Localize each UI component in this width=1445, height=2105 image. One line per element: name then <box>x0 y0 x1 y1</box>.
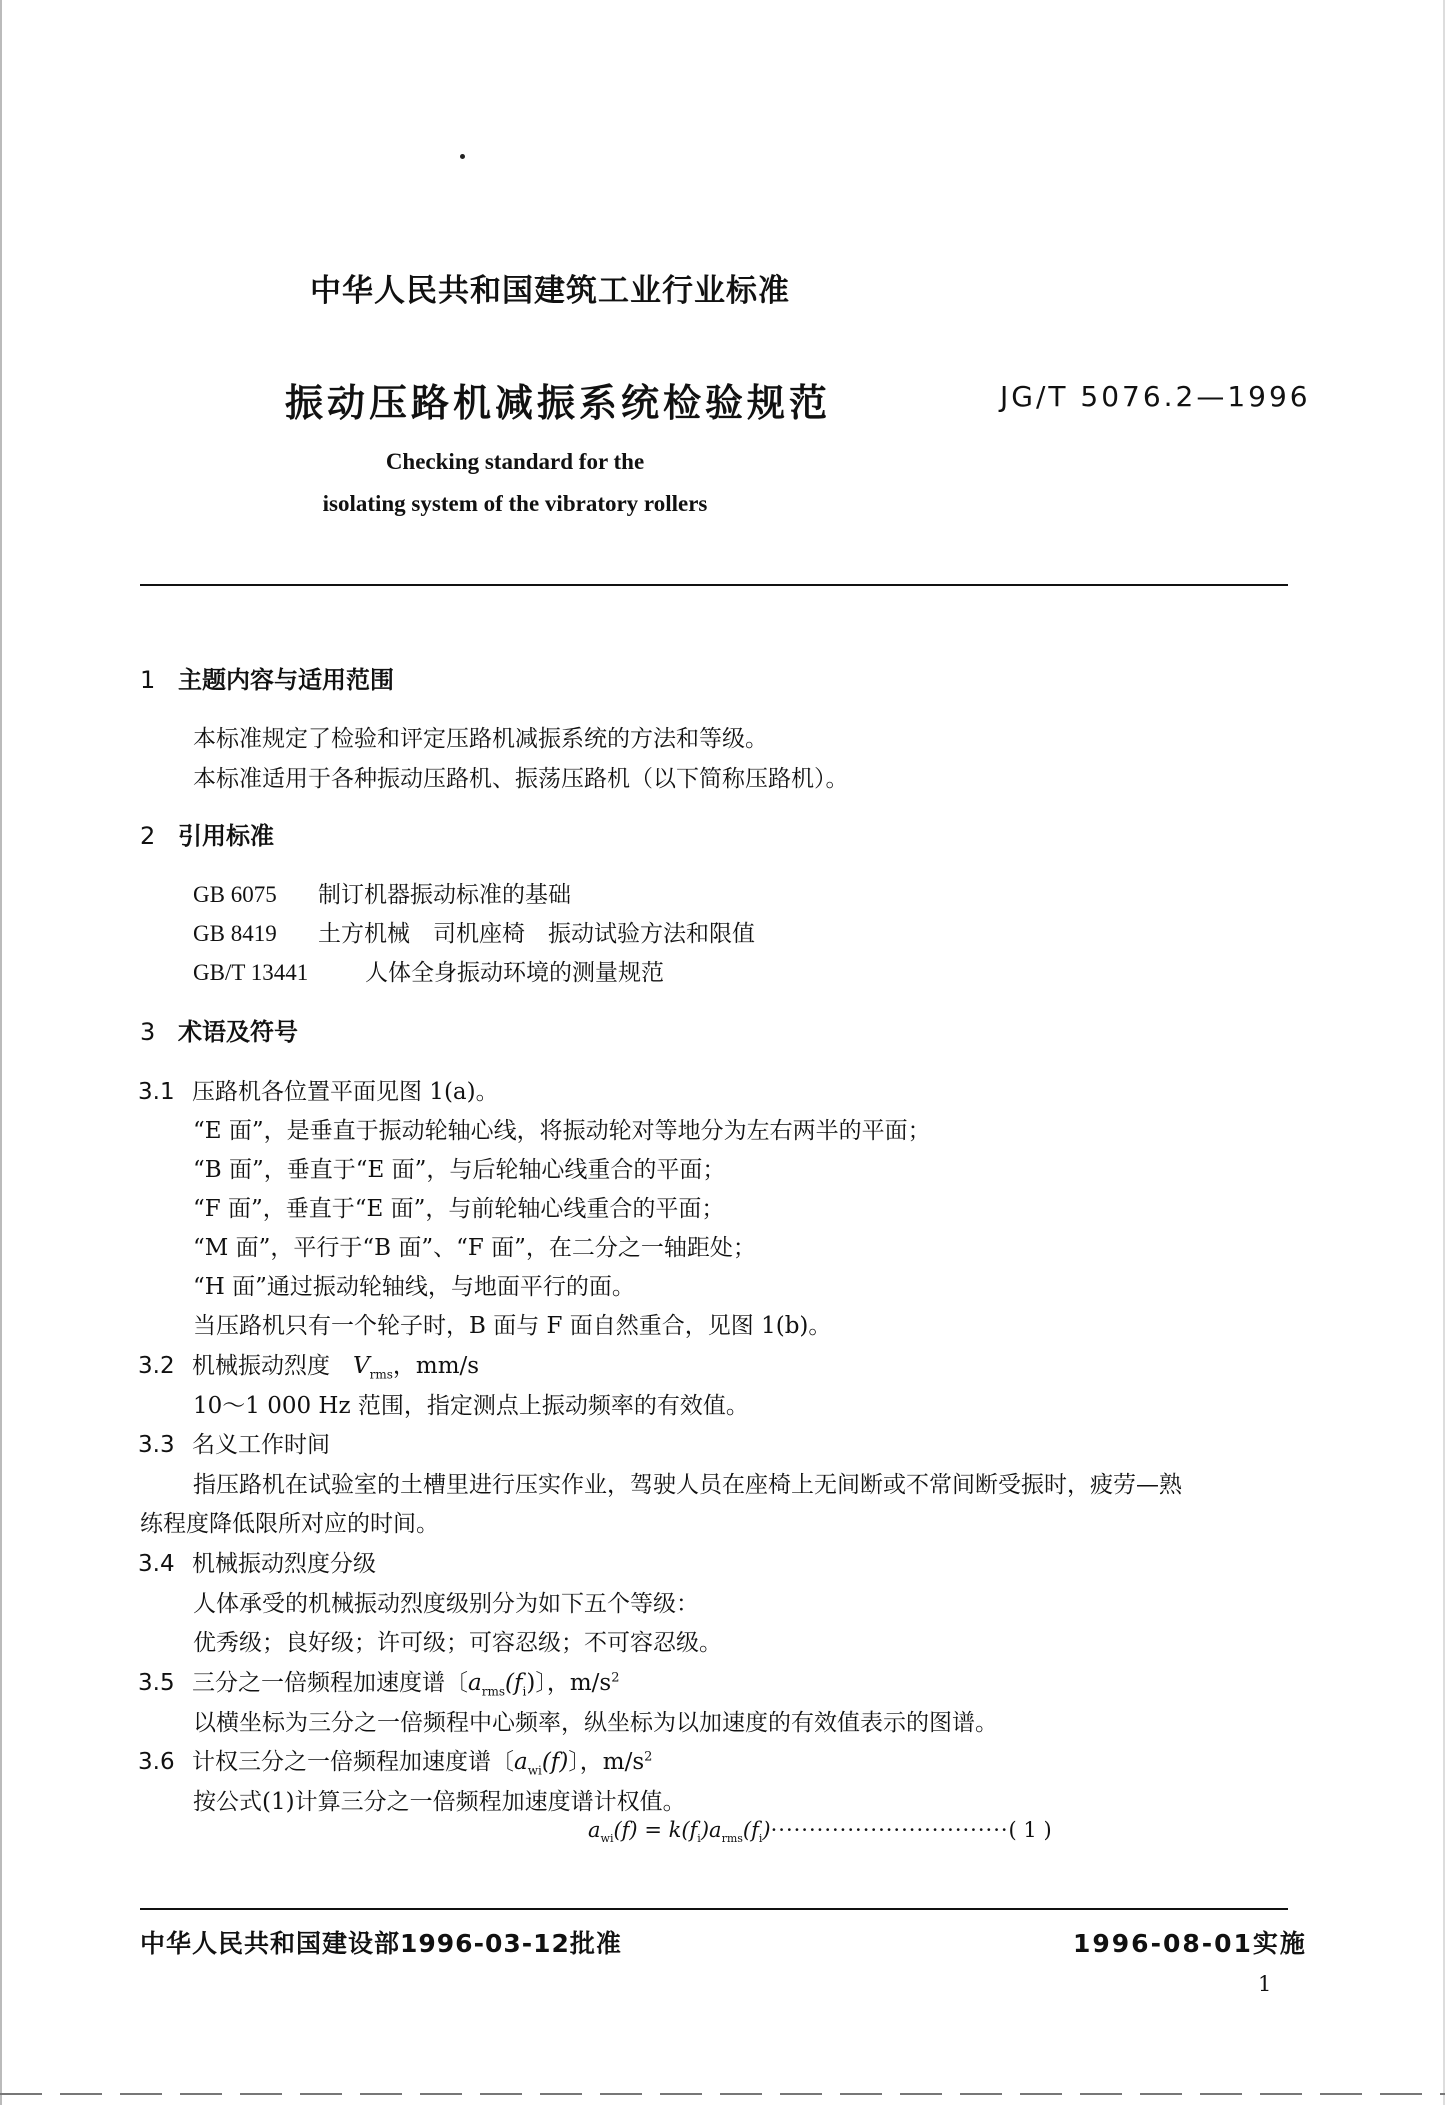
symbol-subscript: wi <box>527 1763 542 1778</box>
section-title: 主题内容与适用范围 <box>178 666 394 694</box>
reference-code: GB 6075 <box>193 882 277 907</box>
effective-date: 1996-08-01实施 <box>1073 1929 1307 1958</box>
reference-code: GB/T 13441 <box>193 960 309 985</box>
approval-statement: 中华人民共和国建设部1996-03-12批准 <box>140 1929 622 1958</box>
section-1-paragraph-2: 本标准适用于各种振动压路机、振荡压路机（以下简称压路机）。 <box>193 766 849 792</box>
section-2-heading <box>140 816 274 851</box>
subsection-3-5 <box>138 1664 619 1699</box>
reference-title: 人体全身振动环境的测量规范 <box>365 960 664 986</box>
symbol-subscript: i <box>522 1684 527 1699</box>
subsection-3-3-line-2: 练程度降低限所对应的时间。 <box>140 1511 439 1537</box>
definition-h-plane: “H 面”通过振动轮轴线，与地面平行的面。 <box>193 1274 635 1300</box>
subsection-3-1 <box>138 1073 499 1106</box>
symbol-a: a <box>514 1749 528 1775</box>
reference-code: GB 8419 <box>193 921 277 946</box>
symbol-f: (f) <box>541 1749 569 1775</box>
standard-code: JG/T 5076.2—1996 <box>1000 380 1311 413</box>
scan-left-edge <box>0 0 2 2105</box>
reference-item <box>193 954 664 987</box>
formula-number: ( 1 ) <box>1008 1818 1052 1842</box>
subsection-number: 3.5 <box>138 1670 175 1696</box>
subsection-3-6-definition: 按公式(1)计算三分之一倍频程加速度谱计权值。 <box>193 1789 686 1815</box>
unit-text: ，mm/s <box>392 1353 480 1379</box>
section-3-heading <box>140 1012 298 1047</box>
reference-title: 土方机械 司机座椅 振动试验方法和限值 <box>318 921 755 947</box>
subsection-number: 3.1 <box>138 1079 175 1105</box>
subsection-3-3 <box>138 1426 330 1459</box>
section-number: 1 <box>140 666 156 694</box>
section-1-heading <box>140 660 394 695</box>
subsection-3-2-definition: 10～1 000 Hz 范围，指定测点上振动频率的有效值。 <box>193 1393 749 1419</box>
section-title: 引用标准 <box>178 822 274 850</box>
section-title: 术语及符号 <box>178 1018 298 1046</box>
formula-rhs-f: (f <box>742 1818 759 1842</box>
header-divider <box>140 584 1288 586</box>
definition-b-plane: “B 面”，垂直于“E 面”，与后轮轴心线重合的平面； <box>193 1157 726 1183</box>
definition-e-plane: “E 面”，是垂直于振动轮轴心线，将振动轮对等地分为左右两半的平面； <box>193 1118 931 1144</box>
symbol-a: a <box>468 1670 482 1696</box>
unit-superscript: 2 <box>611 1670 620 1686</box>
formula-k: k(f <box>668 1818 698 1842</box>
subsection-3-6 <box>138 1743 652 1778</box>
formula-lhs-sub: wi <box>600 1832 614 1846</box>
definition-f-plane: “F 面”，垂直于“E 面”，与前轮轴心线重合的平面； <box>193 1196 725 1222</box>
formula-lhs-a: a <box>588 1818 601 1842</box>
subsection-text: 压路机各位置平面见图 1(a)。 <box>192 1079 499 1105</box>
subsection-number: 3.2 <box>138 1353 175 1379</box>
scan-bottom-edge <box>0 2093 1445 2095</box>
symbol-subscript: rms <box>369 1367 393 1382</box>
section-number: 3 <box>140 1018 156 1046</box>
subsection-3-2 <box>138 1347 479 1382</box>
formula-rhs-sub: rms <box>721 1832 743 1846</box>
definition-m-plane: “M 面”，平行于“B 面”、“F 面”，在二分之一轴距处； <box>193 1235 756 1261</box>
subsection-number: 3.3 <box>138 1432 175 1458</box>
unit-superscript: 2 <box>644 1749 653 1765</box>
formula-equals: = <box>637 1818 669 1842</box>
document-title-en-line1: Checking standard for the <box>385 449 645 474</box>
subsection-3-4-line-1: 人体承受的机械振动烈度级别分为如下五个等级： <box>193 1591 699 1617</box>
unit-text: )〕，m/s <box>526 1670 612 1696</box>
formula-leader-dots: ······························· <box>770 1818 1009 1842</box>
symbol-f: (f <box>505 1670 523 1696</box>
subsection-text: 计权三分之一倍频程加速度谱〔 <box>192 1749 514 1775</box>
symbol-subscript: rms <box>481 1684 505 1699</box>
reference-item <box>193 876 571 909</box>
section-number: 2 <box>140 822 156 850</box>
unit-text: 〕，m/s <box>568 1749 645 1775</box>
formula-rhs-f-sub: i <box>758 1832 763 1846</box>
document-title-en-line2: isolating system of the vibratory rollers <box>322 491 708 516</box>
organization-title: 中华人民共和国建筑工业行业标准 <box>310 273 790 309</box>
subsection-number: 3.6 <box>138 1749 175 1775</box>
footer-divider <box>140 1908 1288 1910</box>
subsection-text: 机械振动烈度分级 <box>192 1551 376 1577</box>
formula-k-sub: i <box>697 1832 701 1846</box>
subsection-text: 机械振动烈度 <box>192 1353 353 1379</box>
reference-title: 制订机器振动标准的基础 <box>318 882 571 908</box>
page-number: 1 <box>1258 1972 1272 1996</box>
subsection-text: 名义工作时间 <box>192 1432 330 1458</box>
scan-speck <box>460 154 465 159</box>
subsection-text: 三分之一倍频程加速度谱〔 <box>192 1670 468 1696</box>
formula-lhs-f: (f) <box>613 1818 638 1842</box>
formula-rhs-a: a <box>709 1818 722 1842</box>
single-wheel-note: 当压路机只有一个轮子时，B 面与 F 面自然重合，见图 1(b)。 <box>193 1313 832 1339</box>
subsection-number: 3.4 <box>138 1551 175 1577</box>
formula-1 <box>588 1818 1052 1845</box>
subsection-3-3-line-1: 指压路机在试验室的土槽里进行压实作业，驾驶人员在座椅上无间断或不常间断受振时，疲劳—熟 <box>193 1472 1182 1498</box>
subsection-3-5-definition: 以横坐标为三分之一倍频程中心频率，纵坐标为以加速度的有效值表示的图谱。 <box>193 1710 998 1736</box>
formula-k-close: ) <box>700 1818 710 1842</box>
formula-rhs-close: ) <box>762 1818 771 1842</box>
symbol-v: V <box>353 1353 370 1379</box>
section-1-paragraph-1: 本标准规定了检验和评定压路机减振系统的方法和等级。 <box>193 726 768 752</box>
subsection-3-4-line-2: 优秀级；良好级；许可级；可容忍级；不可容忍级。 <box>193 1630 722 1656</box>
document-title-cn: 振动压路机减振系统检验规范 <box>285 381 832 425</box>
reference-item <box>193 915 755 948</box>
subsection-3-4 <box>138 1545 376 1578</box>
